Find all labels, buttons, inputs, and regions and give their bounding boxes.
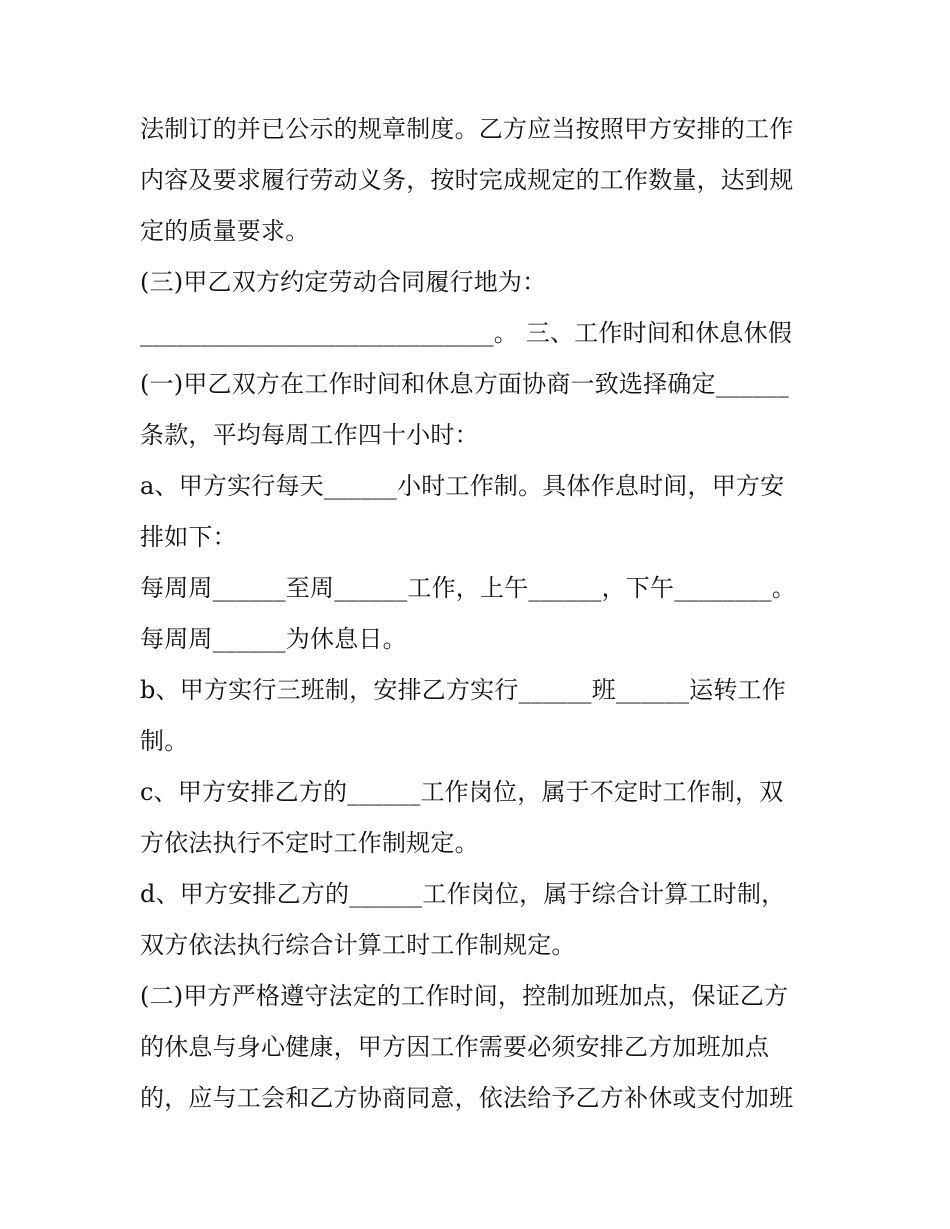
- text-line: 每周周______至周______工作，上午______，下午________。: [140, 574, 796, 602]
- text-line: b、甲方实行三班制，安排乙方实行______班______运转工作: [140, 676, 786, 704]
- text-line: 的，应与工会和乙方协商同意，依法给予乙方补休或支付加班: [140, 1084, 794, 1112]
- text-line: a、甲方实行每天______小时工作制。具体作息时间，甲方安: [140, 472, 785, 500]
- text-line: (二)甲方严格遵守法定的工作时间，控制加班加点，保证乙方: [140, 982, 789, 1010]
- document-body: [140, 104, 830, 1124]
- text-line: 双方依法执行综合计算工时工作制规定。: [140, 931, 576, 959]
- text-line: 方依法执行不定时工作制规定。: [140, 829, 479, 857]
- text-line: _____________________________。 三、工作时间和休息休假: [140, 319, 793, 347]
- text-line: (一)甲乙双方在工作时间和休息方面协商一致选择确定______: [140, 370, 789, 398]
- text-line: c、甲方安排乙方的______工作岗位，属于不定时工作制，双: [140, 778, 784, 806]
- text-line: 内容及要求履行劳动义务，按时完成规定的工作数量，达到规: [140, 166, 794, 194]
- text-line: 法制订的并已公示的规章制度。乙方应当按照甲方安排的工作: [140, 115, 794, 143]
- text-line: 的休息与身心健康，甲方因工作需要必须安排乙方加班加点: [140, 1033, 770, 1061]
- text-line: (三)甲乙双方约定劳动合同履行地为：: [140, 268, 547, 296]
- text-line: d、甲方安排乙方的______工作岗位，属于综合计算工时制，: [140, 880, 786, 908]
- text-line: 排如下：: [140, 523, 237, 551]
- text-line: 每周周______为休息日。: [140, 625, 407, 653]
- text-line: 定的质量要求。: [140, 217, 310, 245]
- text-line: 制。: [140, 727, 189, 755]
- text-line: 条款，平均每周工作四十小时：: [140, 421, 479, 449]
